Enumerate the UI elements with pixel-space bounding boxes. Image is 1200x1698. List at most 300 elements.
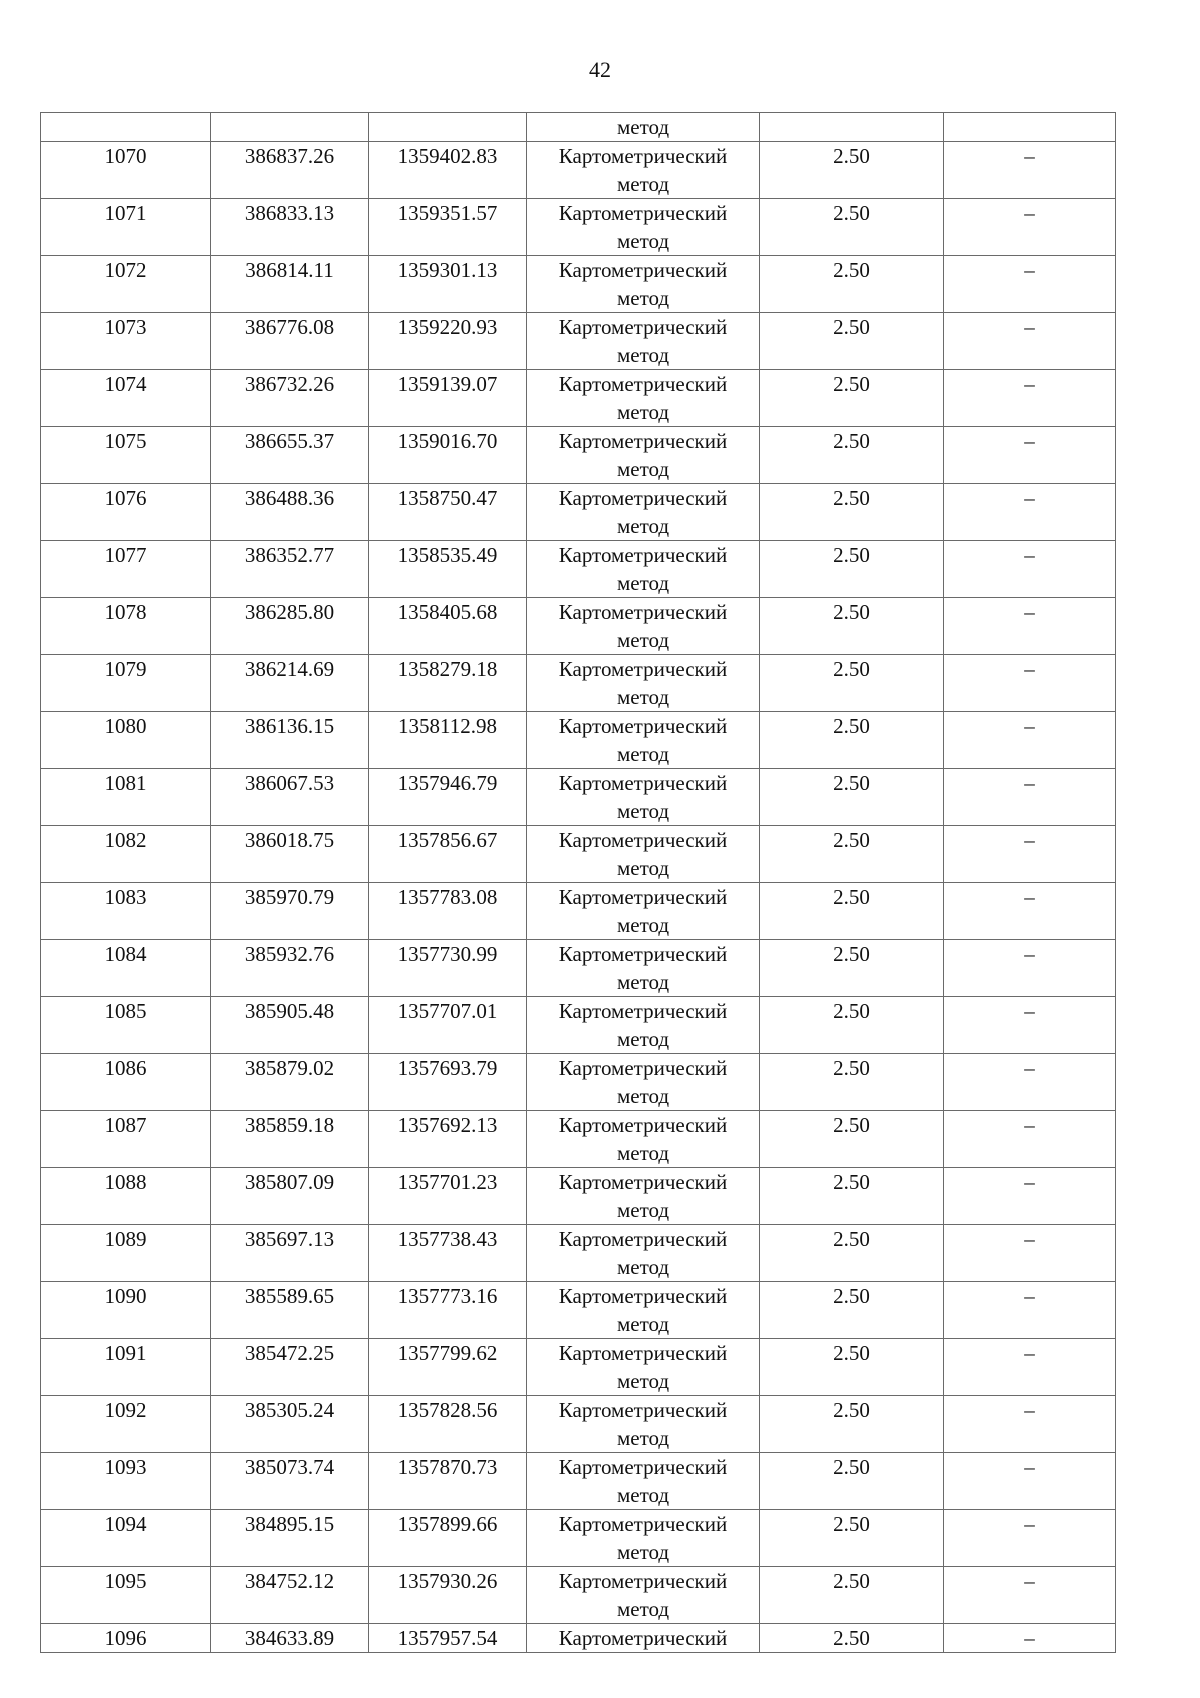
cell-x-line-1: 385879.02	[244, 1056, 335, 1080]
cell-point-line-1: 1092	[104, 1398, 147, 1422]
cell-x	[211, 1282, 369, 1339]
cell-x	[211, 427, 369, 484]
cell-method	[527, 199, 760, 256]
cell-method-line-1: Картометрический	[558, 828, 728, 852]
cell-point-line-1: 1077	[104, 543, 147, 567]
cell-note-line-1: –	[1024, 1512, 1035, 1536]
table-row	[41, 997, 1116, 1054]
table-row	[41, 1282, 1116, 1339]
table-row	[41, 1054, 1116, 1111]
cell-method	[527, 313, 760, 370]
cell-y	[369, 370, 527, 427]
cell-note-line-1: –	[1024, 258, 1035, 282]
cell-note	[944, 484, 1116, 541]
cell-accuracy	[760, 1339, 944, 1396]
cell-y	[369, 1453, 527, 1510]
cell-accuracy	[760, 883, 944, 940]
cell-accuracy	[760, 1624, 944, 1653]
cell-method-line-1: Картометрический	[558, 1170, 728, 1194]
cell-method	[527, 484, 760, 541]
cell-method-line-2: метод	[616, 685, 670, 709]
cell-note-line-1: –	[1024, 657, 1035, 681]
cell-x	[211, 1339, 369, 1396]
cell-accuracy-line-1: 2.50	[833, 1170, 870, 1194]
cell-y	[369, 1054, 527, 1111]
cell-point-line-1: 1078	[104, 600, 147, 624]
cell-y-line-1: 1359139.07	[397, 372, 498, 396]
table-row	[41, 541, 1116, 598]
cell-accuracy	[760, 1168, 944, 1225]
cell-point	[41, 484, 211, 541]
cell-method-line-1: Картометрический	[558, 1398, 728, 1422]
cell-note	[944, 769, 1116, 826]
table-row	[41, 1111, 1116, 1168]
cell-point	[41, 142, 211, 199]
cell-point-line-1: 1070	[104, 144, 147, 168]
cell-method-line-2: метод	[616, 571, 670, 595]
cell-method-line-1: Картометрический	[558, 543, 728, 567]
cell-method	[527, 940, 760, 997]
cell-x	[211, 598, 369, 655]
cell-x	[211, 199, 369, 256]
cell-method	[527, 113, 760, 142]
cell-y	[369, 541, 527, 598]
cell-y	[369, 1396, 527, 1453]
table-row	[41, 1567, 1116, 1624]
cell-y-line-1: 1357738.43	[397, 1227, 498, 1251]
cell-y	[369, 256, 527, 313]
cell-point	[41, 113, 211, 142]
cell-note-line-1: –	[1024, 714, 1035, 738]
cell-method-line-2: метод	[616, 856, 670, 880]
cell-x-line-1: 386067.53	[244, 771, 335, 795]
cell-y	[369, 1624, 527, 1653]
cell-point-line-1: 1080	[104, 714, 147, 738]
cell-method	[527, 1396, 760, 1453]
cell-accuracy-line-1: 2.50	[833, 1455, 870, 1479]
cell-x-line-1: 386352.77	[244, 543, 335, 567]
cell-point	[41, 1567, 211, 1624]
cell-point-line-1: 1073	[104, 315, 147, 339]
cell-point-line-1: 1095	[104, 1569, 147, 1593]
cell-point-line-1: 1088	[104, 1170, 147, 1194]
cell-point-line-1: 1075	[104, 429, 147, 453]
cell-accuracy	[760, 199, 944, 256]
cell-note-line-1: –	[1024, 1227, 1035, 1251]
cell-method-line-2: метод	[616, 799, 670, 823]
cell-accuracy-line-1: 2.50	[833, 372, 870, 396]
cell-note	[944, 883, 1116, 940]
cell-method-line-2: метод	[616, 628, 670, 652]
cell-method	[527, 1510, 760, 1567]
cell-note-line-1: –	[1024, 1056, 1035, 1080]
cell-x-line-1: 386837.26	[244, 144, 335, 168]
cell-accuracy-line-1: 2.50	[833, 657, 870, 681]
cell-note	[944, 655, 1116, 712]
table-row	[41, 484, 1116, 541]
cell-y-line-1: 1357957.54	[397, 1626, 498, 1650]
cell-method	[527, 1225, 760, 1282]
cell-x-line-1: 386814.11	[245, 258, 334, 282]
cell-accuracy-line-1: 2.50	[833, 1569, 870, 1593]
cell-y	[369, 826, 527, 883]
cell-x	[211, 370, 369, 427]
cell-method	[527, 427, 760, 484]
coordinates-table	[40, 112, 1116, 1653]
cell-accuracy	[760, 1054, 944, 1111]
cell-x-line-1: 384633.89	[244, 1626, 335, 1650]
cell-accuracy-line-1: 2.50	[833, 600, 870, 624]
cell-accuracy-line-1: 2.50	[833, 429, 870, 453]
cell-y	[369, 769, 527, 826]
cell-x	[211, 541, 369, 598]
cell-y-line-1: 1359402.83	[397, 144, 498, 168]
cell-y	[369, 1510, 527, 1567]
cell-accuracy	[760, 541, 944, 598]
cell-accuracy-line-1: 2.50	[833, 144, 870, 168]
table-row-last	[41, 1624, 1116, 1653]
cell-note	[944, 256, 1116, 313]
method-line: метод	[616, 115, 670, 139]
cell-method-line-2: метод	[616, 514, 670, 538]
cell-method-line-2: метод	[616, 1255, 670, 1279]
cell-x	[211, 1396, 369, 1453]
cell-x	[211, 313, 369, 370]
cell-accuracy-line-1: 2.50	[833, 1227, 870, 1251]
cell-note-line-1: –	[1024, 828, 1035, 852]
cell-method-line-2: метод	[616, 970, 670, 994]
cell-note	[944, 598, 1116, 655]
cell-method	[527, 712, 760, 769]
cell-x-line-1: 386136.15	[244, 714, 335, 738]
table-row	[41, 1510, 1116, 1567]
cell-accuracy	[760, 484, 944, 541]
cell-method	[527, 1624, 760, 1653]
cell-note	[944, 541, 1116, 598]
cell-method-line-2: метод	[616, 1426, 670, 1450]
cell-method-line-1: Картометрический	[558, 714, 728, 738]
cell-method	[527, 1339, 760, 1396]
cell-y	[369, 940, 527, 997]
cell-method-line-1: Картометрический	[558, 885, 728, 909]
cell-point-line-1: 1082	[104, 828, 147, 852]
cell-x-line-1: 386214.69	[244, 657, 335, 681]
cell-method-line-2: метод	[616, 742, 670, 766]
cell-accuracy-line-1: 2.50	[833, 714, 870, 738]
cell-point	[41, 1168, 211, 1225]
cell-method	[527, 541, 760, 598]
cell-point	[41, 199, 211, 256]
cell-method-line-1: Картометрический	[558, 1056, 728, 1080]
cell-point	[41, 712, 211, 769]
cell-accuracy-line-1: 2.50	[833, 1284, 870, 1308]
cell-point-line-1: 1090	[104, 1284, 147, 1308]
cell-y	[369, 1225, 527, 1282]
cell-note	[944, 142, 1116, 199]
table-row	[41, 940, 1116, 997]
cell-accuracy-line-1: 2.50	[833, 543, 870, 567]
cell-y	[369, 1567, 527, 1624]
cell-y-line-1: 1357799.62	[397, 1341, 498, 1365]
cell-method-line-1: Картометрический	[558, 1341, 728, 1365]
cell-method-line-2: метод	[616, 457, 670, 481]
cell-y-line-1: 1357930.26	[397, 1569, 498, 1593]
cell-y	[369, 1282, 527, 1339]
cell-note-line-1: –	[1024, 1113, 1035, 1137]
cell-x-line-1: 386655.37	[244, 429, 335, 453]
cell-x	[211, 1567, 369, 1624]
cell-note	[944, 1282, 1116, 1339]
cell-note-line-1: –	[1024, 1455, 1035, 1479]
cell-x-line-1: 384752.12	[244, 1569, 335, 1593]
cell-y-line-1: 1357693.79	[397, 1056, 498, 1080]
cell-x-line-1: 385905.48	[244, 999, 335, 1023]
cell-method-line-2: метод	[616, 1027, 670, 1051]
cell-y	[369, 598, 527, 655]
cell-point-line-1: 1093	[104, 1455, 147, 1479]
cell-accuracy-line-1: 2.50	[833, 1056, 870, 1080]
cell-method-line-1: Картометрический	[558, 486, 728, 510]
cell-y	[369, 484, 527, 541]
table-row	[41, 370, 1116, 427]
cell-point	[41, 598, 211, 655]
cell-x	[211, 1510, 369, 1567]
cell-note	[944, 1339, 1116, 1396]
cell-point-line-1: 1085	[104, 999, 147, 1023]
cell-method	[527, 1282, 760, 1339]
cell-note	[944, 712, 1116, 769]
cell-note	[944, 826, 1116, 883]
cell-point	[41, 427, 211, 484]
cell-method-line-2: метод	[616, 172, 670, 196]
cell-accuracy	[760, 598, 944, 655]
cell-x	[211, 142, 369, 199]
cell-x	[211, 826, 369, 883]
cell-y-line-1: 1357870.73	[397, 1455, 498, 1479]
cell-accuracy	[760, 997, 944, 1054]
cell-point-line-1: 1087	[104, 1113, 147, 1137]
cell-x-line-1: 385807.09	[244, 1170, 335, 1194]
cell-method-line-2: метод	[616, 1084, 670, 1108]
cell-accuracy	[760, 427, 944, 484]
cell-method-line-1: Картометрический	[558, 1455, 728, 1479]
table-row	[41, 883, 1116, 940]
cell-point	[41, 883, 211, 940]
cell-point-line-1: 1071	[104, 201, 147, 225]
cell-note-line-1: –	[1024, 486, 1035, 510]
table-row	[41, 427, 1116, 484]
cell-point	[41, 1510, 211, 1567]
cell-point	[41, 826, 211, 883]
cell-accuracy	[760, 1510, 944, 1567]
cell-y-line-1: 1357701.23	[397, 1170, 498, 1194]
cell-method-line-1: Картометрический	[558, 201, 728, 225]
cell-point-line-1: 1084	[104, 942, 147, 966]
cell-note-line-1: –	[1024, 201, 1035, 225]
cell-y-line-1: 1358279.18	[397, 657, 498, 681]
cell-method-line-1: Картометрический	[558, 1227, 728, 1251]
cell-x	[211, 484, 369, 541]
cell-note	[944, 1510, 1116, 1567]
cell-method-line-2: метод	[616, 286, 670, 310]
cell-note	[944, 1453, 1116, 1510]
cell-note	[944, 427, 1116, 484]
cell-point-line-1: 1094	[104, 1512, 147, 1536]
cell-accuracy-line-1: 2.50	[833, 1512, 870, 1536]
cell-x	[211, 113, 369, 142]
cell-accuracy	[760, 142, 944, 199]
cell-accuracy	[760, 256, 944, 313]
table-row	[41, 1396, 1116, 1453]
cell-accuracy	[760, 1453, 944, 1510]
table-row	[41, 712, 1116, 769]
cell-method-line-1: Картометрический	[558, 942, 728, 966]
cell-accuracy-line-1: 2.50	[833, 999, 870, 1023]
cell-note-line-1: –	[1024, 543, 1035, 567]
cell-y	[369, 199, 527, 256]
cell-note	[944, 1054, 1116, 1111]
cell-accuracy-line-1: 2.50	[833, 201, 870, 225]
cell-x-line-1: 384895.15	[244, 1512, 335, 1536]
cell-y-line-1: 1358405.68	[397, 600, 498, 624]
cell-accuracy-line-1: 2.50	[833, 1341, 870, 1365]
table-body	[41, 113, 1116, 1653]
cell-method-line-2: метод	[616, 343, 670, 367]
cell-accuracy-line-1: 2.50	[833, 828, 870, 852]
cell-x	[211, 1111, 369, 1168]
cell-note	[944, 1567, 1116, 1624]
cell-point	[41, 541, 211, 598]
cell-method	[527, 142, 760, 199]
cell-accuracy	[760, 655, 944, 712]
cell-note	[944, 113, 1116, 142]
table-row	[41, 1339, 1116, 1396]
cell-point-line-1: 1083	[104, 885, 147, 909]
cell-accuracy	[760, 113, 944, 142]
cell-accuracy	[760, 1567, 944, 1624]
cell-method-line-2: метод	[616, 913, 670, 937]
cell-method-line-2: метод	[616, 1597, 670, 1621]
cell-accuracy	[760, 712, 944, 769]
cell-method	[527, 883, 760, 940]
cell-method	[527, 1567, 760, 1624]
cell-point-line-1: 1079	[104, 657, 147, 681]
cell-method-line-2: метод	[616, 1483, 670, 1507]
cell-method	[527, 1453, 760, 1510]
cell-accuracy	[760, 370, 944, 427]
cell-note-line-1: –	[1024, 1626, 1035, 1650]
cell-method	[527, 997, 760, 1054]
cell-note-line-1: –	[1024, 315, 1035, 339]
cell-point-line-1: 1091	[104, 1341, 147, 1365]
cell-point-line-1: 1096	[104, 1626, 147, 1650]
cell-y	[369, 655, 527, 712]
cell-note-line-1: –	[1024, 942, 1035, 966]
cell-y-line-1: 1357828.56	[397, 1398, 498, 1422]
cell-x	[211, 769, 369, 826]
table-row	[41, 769, 1116, 826]
cell-method	[527, 1111, 760, 1168]
cell-x	[211, 1225, 369, 1282]
cell-x	[211, 712, 369, 769]
cell-x	[211, 1624, 369, 1653]
cell-x-line-1: 386018.75	[244, 828, 335, 852]
cell-method-line-2: метод	[616, 1369, 670, 1393]
table-row	[41, 826, 1116, 883]
cell-method-line-1: Картометрический	[558, 258, 728, 282]
cell-method-line-1: Картометрический	[558, 1284, 728, 1308]
cell-method-line-1: Картометрический	[558, 600, 728, 624]
cell-x-line-1: 385859.18	[244, 1113, 335, 1137]
cell-y	[369, 142, 527, 199]
cell-point	[41, 1453, 211, 1510]
cell-method	[527, 826, 760, 883]
cell-accuracy-line-1: 2.50	[833, 1626, 870, 1650]
cell-method-line-2: метод	[616, 1540, 670, 1564]
cell-x-line-1: 386732.26	[244, 372, 335, 396]
cell-x-line-1: 385305.24	[244, 1398, 335, 1422]
cell-note-line-1: –	[1024, 1170, 1035, 1194]
cell-y	[369, 427, 527, 484]
cell-point	[41, 370, 211, 427]
cell-x-line-1: 385589.65	[244, 1284, 335, 1308]
cell-accuracy-line-1: 2.50	[833, 258, 870, 282]
cell-point	[41, 1624, 211, 1653]
cell-note	[944, 1624, 1116, 1653]
cell-note-line-1: –	[1024, 429, 1035, 453]
cell-method	[527, 256, 760, 313]
cell-x-line-1: 386776.08	[244, 315, 335, 339]
cell-point	[41, 1282, 211, 1339]
cell-x-line-1: 385970.79	[244, 885, 335, 909]
cell-y-line-1: 1359351.57	[397, 201, 498, 225]
cell-y-line-1: 1357773.16	[397, 1284, 498, 1308]
cell-x	[211, 1453, 369, 1510]
cell-y	[369, 113, 527, 142]
table-row	[41, 313, 1116, 370]
cell-point-line-1: 1074	[104, 372, 147, 396]
cell-note-line-1: –	[1024, 885, 1035, 909]
cell-method-line-1: Картометрический	[558, 1512, 728, 1536]
cell-method-line-1: Картометрический	[558, 1626, 728, 1650]
table-row	[41, 256, 1116, 313]
cell-accuracy-line-1: 2.50	[833, 315, 870, 339]
cell-y	[369, 1168, 527, 1225]
cell-method	[527, 370, 760, 427]
table-row	[41, 1225, 1116, 1282]
cell-y-line-1: 1357692.13	[397, 1113, 498, 1137]
cell-accuracy	[760, 313, 944, 370]
table-row	[41, 1453, 1116, 1510]
cell-note	[944, 940, 1116, 997]
cell-method-line-1: Картометрический	[558, 315, 728, 339]
cell-point	[41, 1225, 211, 1282]
cell-method-line-1: Картометрический	[558, 657, 728, 681]
cell-x-line-1: 385472.25	[244, 1341, 335, 1365]
cell-y-line-1: 1357730.99	[397, 942, 498, 966]
cell-note-line-1: –	[1024, 1284, 1035, 1308]
table-row	[41, 199, 1116, 256]
cell-point	[41, 940, 211, 997]
cell-accuracy	[760, 1282, 944, 1339]
cell-note-line-1: –	[1024, 771, 1035, 795]
table-row	[41, 1168, 1116, 1225]
cell-point-line-1: 1076	[104, 486, 147, 510]
cell-y-line-1: 1359220.93	[397, 315, 498, 339]
cell-note-line-1: –	[1024, 999, 1035, 1023]
cell-note-line-1: –	[1024, 1569, 1035, 1593]
cell-note-line-1: –	[1024, 600, 1035, 624]
